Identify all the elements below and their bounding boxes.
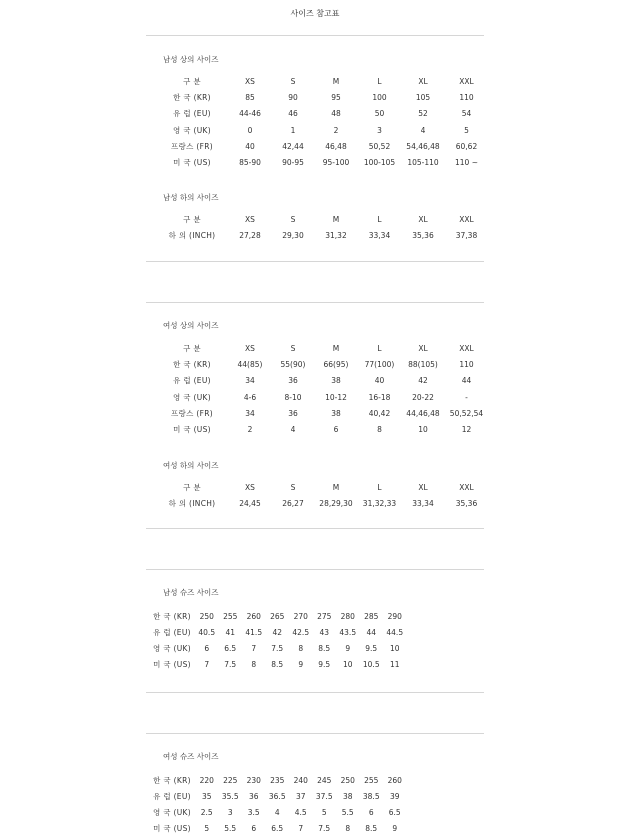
- table-cell: 90-95: [282, 158, 304, 168]
- table-row: [149, 624, 407, 640]
- table-cell: 220: [199, 775, 214, 785]
- table-row: [149, 804, 407, 820]
- table-cell: L: [377, 76, 382, 86]
- table-cell: 24,45: [239, 498, 261, 508]
- table-cell: XS: [245, 482, 255, 492]
- table-cell: XXL: [459, 482, 474, 492]
- table-cell: 38.5: [362, 791, 380, 801]
- table-row: [157, 356, 487, 372]
- table-row: [157, 227, 487, 243]
- table-cell: 7.5: [271, 643, 284, 653]
- table-cell: XS: [245, 343, 255, 353]
- section-title-men-tops: 남성 상의 사이즈: [163, 55, 219, 64]
- table-cell: M: [332, 76, 340, 86]
- table-cell: 3.5: [247, 807, 260, 817]
- table-cell: 250: [340, 775, 355, 785]
- table-cell: M: [332, 343, 340, 353]
- row-label: 미 국 (US): [153, 823, 191, 833]
- table-cell: S: [290, 343, 296, 353]
- table-row: [149, 656, 407, 672]
- table-cell: 270: [293, 611, 308, 621]
- table-cell: 26,27: [282, 498, 304, 508]
- table-cell: S: [290, 482, 296, 492]
- table-cell: 260: [246, 611, 261, 621]
- row-label: 미 국 (US): [173, 158, 211, 168]
- table-cell: 43: [319, 627, 330, 637]
- table-cell: 50: [374, 109, 385, 119]
- table-cell: XXL: [459, 343, 474, 353]
- table-cell: 9.5: [318, 659, 331, 669]
- divider: [146, 302, 484, 303]
- table-cell: 43.5: [339, 627, 357, 637]
- table-cell: 31,32: [325, 230, 347, 240]
- table-cell: 110: [459, 92, 474, 102]
- table-cell: 250: [199, 611, 214, 621]
- row-label: 유 럽 (EU): [153, 627, 191, 637]
- table-cell: 2: [333, 125, 339, 135]
- table-header-row: [157, 211, 487, 227]
- table-cell: 4: [274, 807, 280, 817]
- table-row: [149, 820, 407, 836]
- table-cell: 55(90): [280, 359, 306, 369]
- table-row: [157, 106, 487, 122]
- table-cell: 44.5: [386, 627, 404, 637]
- table-cell: 29,30: [282, 230, 304, 240]
- row-label: 프랑스 (FR): [171, 141, 213, 151]
- divider: [146, 733, 484, 734]
- table-cell: 36.5: [268, 791, 286, 801]
- table-cell: 12: [461, 425, 472, 435]
- table-cell: 37,38: [455, 230, 478, 240]
- table-cell: 4: [290, 425, 296, 435]
- size-table-women-tops: [157, 340, 487, 438]
- table-cell: 44(85): [237, 359, 263, 369]
- row-label: 영 국 (UK): [173, 392, 211, 402]
- table-cell: 44-46: [239, 109, 261, 119]
- row-label: 한 국 (KR): [153, 611, 191, 621]
- table-cell: L: [377, 214, 382, 224]
- table-cell: 7: [251, 643, 257, 653]
- table-cell: 28,29,30: [319, 498, 353, 508]
- table-row: [157, 89, 487, 105]
- table-cell: 105: [415, 92, 431, 102]
- table-cell: 255: [364, 775, 379, 785]
- table-cell: 95: [331, 92, 341, 102]
- table-cell: 5: [464, 125, 469, 135]
- table-cell: 37: [295, 791, 306, 801]
- table-cell: 285: [364, 611, 379, 621]
- table-cell: 46: [288, 109, 298, 119]
- table-row: [157, 389, 487, 405]
- table-cell: 6: [251, 823, 257, 833]
- table-cell: 10.5: [362, 659, 380, 669]
- table-cell: 9: [298, 659, 304, 669]
- row-label: 영 국 (UK): [153, 643, 191, 653]
- table-cell: 95-100: [322, 158, 350, 168]
- table-cell: 16-18: [368, 392, 391, 402]
- table-cell: 225: [223, 775, 238, 785]
- table-cell: 8-10: [284, 392, 302, 402]
- table-cell: 41: [225, 627, 236, 637]
- table-row: [157, 154, 487, 170]
- table-cell: 42,44: [282, 141, 304, 151]
- table-cell: XL: [418, 482, 428, 492]
- table-cell: L: [377, 482, 382, 492]
- table-cell: 110 ~: [455, 158, 478, 168]
- table-header-row: [157, 479, 487, 495]
- table-cell: 2: [247, 425, 253, 435]
- table-cell: 3: [227, 807, 233, 817]
- table-cell: 10-12: [325, 392, 347, 402]
- table-cell: 4: [420, 125, 426, 135]
- table-cell: 290: [387, 611, 402, 621]
- table-cell: 6.5: [388, 807, 401, 817]
- row-label: 구 분: [183, 76, 201, 86]
- table-cell: 48: [331, 109, 341, 119]
- table-cell: -: [465, 392, 468, 402]
- table-cell: 0: [247, 125, 253, 135]
- table-cell: 245: [317, 775, 332, 785]
- table-cell: XL: [418, 214, 428, 224]
- table-cell: 27,28: [239, 230, 261, 240]
- table-cell: 38: [331, 408, 341, 418]
- table-cell: 44,46,48: [406, 408, 440, 418]
- row-label: 구 분: [183, 482, 201, 492]
- table-row: [149, 788, 407, 804]
- section-title-women-bottoms: 여성 하의 사이즈: [163, 461, 219, 470]
- table-cell: XXL: [459, 76, 474, 86]
- table-cell: 7: [298, 823, 304, 833]
- section-title-women-tops: 여성 상의 사이즈: [163, 321, 219, 330]
- size-table-women-bottoms: [157, 479, 487, 512]
- table-cell: 66(95): [323, 359, 349, 369]
- table-cell: 36: [288, 376, 298, 386]
- table-cell: 46,48: [325, 141, 347, 151]
- table-cell: 235: [270, 775, 285, 785]
- table-cell: M: [332, 482, 340, 492]
- table-cell: 9.5: [365, 643, 378, 653]
- table-header-row: [157, 340, 487, 356]
- divider: [146, 692, 484, 693]
- row-label: 미 국 (US): [173, 425, 211, 435]
- table-cell: 7.5: [318, 823, 331, 833]
- table-row: [149, 640, 407, 656]
- size-table-women-shoes: [149, 772, 407, 836]
- table-cell: 7: [204, 659, 210, 669]
- table-cell: 240: [293, 775, 308, 785]
- table-cell: 39: [389, 791, 400, 801]
- table-cell: 8: [298, 643, 304, 653]
- table-cell: 44: [366, 627, 377, 637]
- table-cell: 100-105: [363, 158, 396, 168]
- row-label: 유 럽 (EU): [173, 376, 211, 386]
- table-cell: 35.5: [221, 791, 239, 801]
- table-cell: 40,42: [368, 408, 391, 418]
- table-cell: 6: [333, 425, 339, 435]
- row-label: 한 국 (KR): [173, 92, 211, 102]
- table-cell: 8: [251, 659, 257, 669]
- table-cell: 31,32,33: [362, 498, 397, 508]
- table-cell: 34: [245, 408, 255, 418]
- section-title-men-shoes: 남성 슈즈 사이즈: [163, 588, 219, 597]
- table-cell: 4.5: [294, 807, 307, 817]
- row-label: 유 럽 (EU): [153, 791, 191, 801]
- table-row: [157, 373, 487, 389]
- table-cell: 90: [288, 92, 298, 102]
- table-cell: 85-90: [239, 158, 261, 168]
- page-title: 사이즈 참고표: [290, 9, 340, 18]
- table-cell: 8: [377, 425, 382, 435]
- table-cell: M: [332, 214, 340, 224]
- table-cell: 36: [248, 791, 259, 801]
- table-cell: 52: [418, 109, 428, 119]
- row-label: 구 분: [183, 214, 201, 224]
- table-cell: 40: [374, 376, 385, 386]
- table-cell: 35,36: [455, 498, 478, 508]
- table-cell: 54,46,48: [406, 141, 440, 151]
- table-cell: 38: [342, 791, 353, 801]
- table-row: [149, 772, 407, 788]
- table-cell: 9: [345, 643, 351, 653]
- table-cell: 100: [372, 92, 387, 102]
- table-cell: 230: [246, 775, 261, 785]
- table-row: [157, 138, 487, 154]
- table-cell: 35: [201, 791, 212, 801]
- table-row: [157, 405, 487, 421]
- table-cell: 8.5: [365, 823, 378, 833]
- table-cell: 50,52: [368, 141, 391, 151]
- table-cell: 33,34: [412, 498, 434, 508]
- table-cell: 42: [272, 627, 283, 637]
- table-cell: L: [377, 343, 382, 353]
- table-cell: XL: [418, 76, 428, 86]
- table-row: [157, 421, 487, 437]
- row-label: 한 국 (KR): [173, 359, 211, 369]
- table-row: [157, 495, 487, 511]
- table-cell: 35,36: [412, 230, 434, 240]
- table-cell: 85: [245, 92, 255, 102]
- table-row: [149, 608, 407, 624]
- row-label: 영 국 (UK): [173, 125, 211, 135]
- table-cell: 5.5: [224, 823, 237, 833]
- table-cell: 60,62: [455, 141, 478, 151]
- table-cell: 6.5: [224, 643, 237, 653]
- divider: [146, 35, 484, 36]
- table-cell: XS: [245, 214, 255, 224]
- table-cell: 33,34: [368, 230, 391, 240]
- table-cell: 41.5: [245, 627, 263, 637]
- row-label: 영 국 (UK): [153, 807, 191, 817]
- table-cell: 44: [461, 376, 472, 386]
- table-header-row: [157, 73, 487, 89]
- table-cell: 8.5: [271, 659, 284, 669]
- table-cell: 77(100): [364, 359, 395, 369]
- table-cell: 54: [461, 109, 472, 119]
- table-cell: 260: [387, 775, 402, 785]
- table-cell: 42.5: [292, 627, 310, 637]
- size-table-men-tops: [157, 73, 487, 171]
- size-table-men-shoes: [149, 608, 407, 672]
- table-cell: 110: [459, 359, 474, 369]
- table-cell: 34: [245, 376, 255, 386]
- divider: [146, 528, 484, 529]
- table-cell: 2.5: [200, 807, 213, 817]
- section-title-women-shoes: 여성 슈즈 사이즈: [163, 752, 219, 761]
- table-cell: 10: [342, 659, 353, 669]
- table-cell: 36: [288, 408, 298, 418]
- table-cell: 42: [418, 376, 428, 386]
- row-label: 미 국 (US): [153, 659, 191, 669]
- table-cell: 275: [317, 611, 332, 621]
- table-cell: 5: [321, 807, 327, 817]
- table-cell: 9: [392, 823, 398, 833]
- table-cell: 8: [345, 823, 351, 833]
- table-cell: 8.5: [318, 643, 331, 653]
- table-cell: 3: [377, 125, 382, 135]
- table-cell: 1: [290, 125, 296, 135]
- table-cell: 88(105): [408, 359, 438, 369]
- table-cell: S: [290, 76, 296, 86]
- table-cell: 20-22: [412, 392, 434, 402]
- divider: [146, 569, 484, 570]
- row-label: 한 국 (KR): [153, 775, 191, 785]
- section-title-men-bottoms: 남성 하의 사이즈: [163, 193, 219, 202]
- table-row: [157, 122, 487, 138]
- table-cell: S: [290, 214, 296, 224]
- table-cell: 40.5: [198, 627, 216, 637]
- table-cell: 10: [418, 425, 428, 435]
- table-cell: 11: [389, 659, 400, 669]
- table-cell: 50,52,54: [449, 408, 484, 418]
- table-cell: 37.5: [315, 791, 333, 801]
- row-label: 프랑스 (FR): [171, 408, 213, 418]
- table-cell: XXL: [459, 214, 474, 224]
- table-cell: XS: [245, 76, 255, 86]
- table-cell: 280: [340, 611, 355, 621]
- row-label: 하 의 (INCH): [168, 498, 216, 508]
- table-cell: 6: [204, 643, 210, 653]
- table-cell: 7.5: [224, 659, 237, 669]
- row-label: 하 의 (INCH): [168, 230, 216, 240]
- table-cell: 4-6: [243, 392, 257, 402]
- table-cell: 265: [270, 611, 285, 621]
- divider: [146, 261, 484, 262]
- table-cell: 10: [389, 643, 400, 653]
- row-label: 구 분: [183, 343, 201, 353]
- table-cell: 5: [204, 823, 210, 833]
- row-label: 유 럽 (EU): [173, 109, 211, 119]
- table-cell: 40: [245, 141, 255, 151]
- table-cell: 6.5: [271, 823, 284, 833]
- table-cell: 38: [331, 376, 341, 386]
- table-cell: 105-110: [407, 158, 439, 168]
- size-table-men-bottoms: [157, 211, 487, 244]
- table-cell: XL: [418, 343, 428, 353]
- table-cell: 255: [223, 611, 238, 621]
- table-cell: 5.5: [341, 807, 354, 817]
- table-cell: 6: [368, 807, 374, 817]
